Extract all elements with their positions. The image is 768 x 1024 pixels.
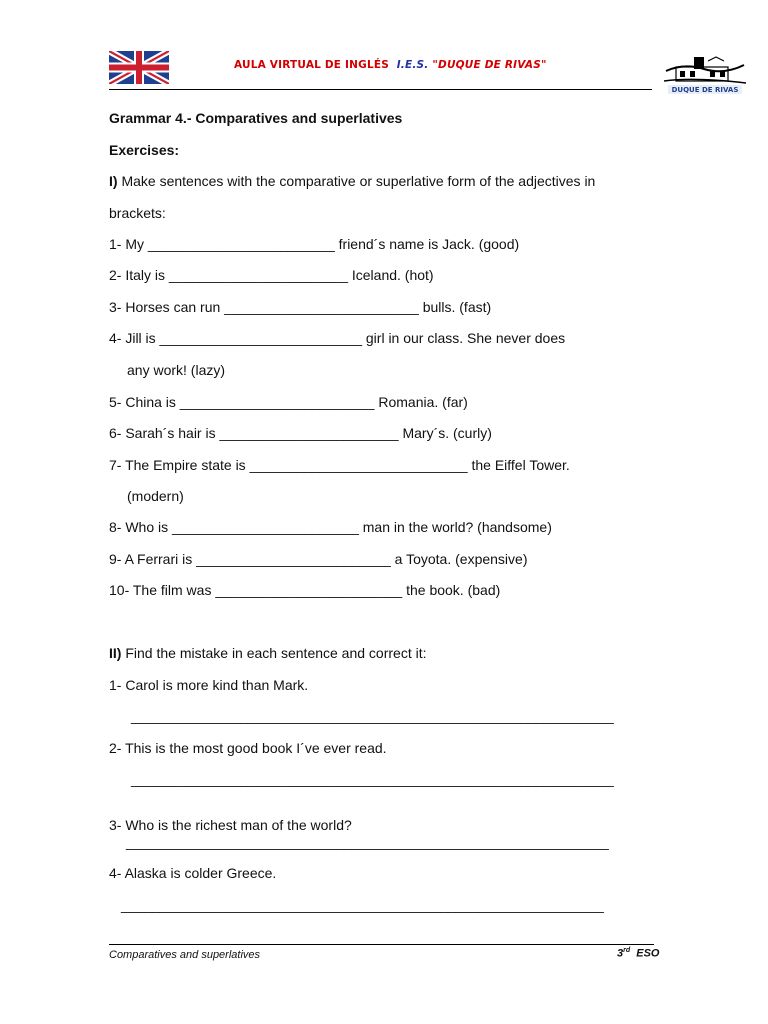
page-title: Grammar 4.- Comparatives and superlatives (109, 110, 403, 126)
footer-divider (109, 944, 654, 945)
exercise-line: 7- The Empire state is ____________________________ the Eiffel Tower. (109, 457, 570, 473)
header-title (234, 59, 547, 71)
answer-line: ______________________________________________________________ (126, 834, 609, 850)
exercise-line: 2- Italy is _______________________ Iceland. (hot) (109, 267, 434, 283)
exercise-line: 1- My ________________________ friend´s name is Jack. (good) (109, 236, 520, 252)
footer-grade: 3rd ESO (617, 947, 660, 960)
answer-line: ______________________________________________________________ (121, 897, 604, 913)
part1-number: I) (109, 173, 118, 189)
exercise-line: 3- Horses can run _________________________ bulls. (fast) (109, 299, 492, 315)
header-school: "DUQUE DE RIVAS" (432, 59, 547, 71)
header-divider (109, 89, 652, 90)
uk-flag-icon (109, 51, 169, 84)
answer-line: ______________________________________________________________ (131, 708, 614, 724)
header-course: AULA VIRTUAL DE INGLÉS (234, 59, 389, 71)
correction-sentence: 3- Who is the richest man of the world? (109, 817, 352, 833)
part1-instruction-cont: brackets: (109, 205, 166, 221)
correction-sentence: 1- Carol is more kind than Mark. (109, 677, 309, 693)
header-ies: I.E.S. (396, 59, 429, 71)
correction-sentence: 2- This is the most good book I´ve ever read. (109, 740, 387, 756)
answer-line: ______________________________________________________________ (131, 771, 614, 787)
exercise-line: 10- The film was ________________________ the book. (bad) (109, 582, 501, 598)
part2-number: II) (109, 645, 122, 661)
exercise-line: 4- Jill is __________________________ girl in our class. She never does (109, 330, 566, 346)
footer-topic: Comparatives and superlatives (109, 949, 261, 961)
exercise-line: 5- China is _________________________ Romania. (far) (109, 394, 468, 410)
exercise-line-cont: any work! (lazy) (127, 362, 226, 378)
exercise-line-cont: (modern) (127, 488, 184, 504)
part1-instruction: I) Make sentences with the comparative or superlative form of the adjectives in (109, 173, 596, 189)
school-logo-icon (664, 53, 746, 95)
part2-instruction: II) Find the mistake in each sentence and correct it: (109, 645, 427, 661)
correction-sentence: 4- Alaska is colder Greece. (109, 865, 277, 881)
exercise-line: 9- A Ferrari is _________________________ a Toyota. (expensive) (109, 551, 528, 567)
exercise-line: 8- Who is ________________________ man in the world? (handsome) (109, 519, 552, 535)
logo-caption: DUQUE DE RIVAS (671, 86, 739, 94)
exercises-label: Exercises: (109, 142, 180, 158)
exercise-line: 6- Sarah´s hair is _______________________ Mary´s. (curly) (109, 425, 492, 441)
